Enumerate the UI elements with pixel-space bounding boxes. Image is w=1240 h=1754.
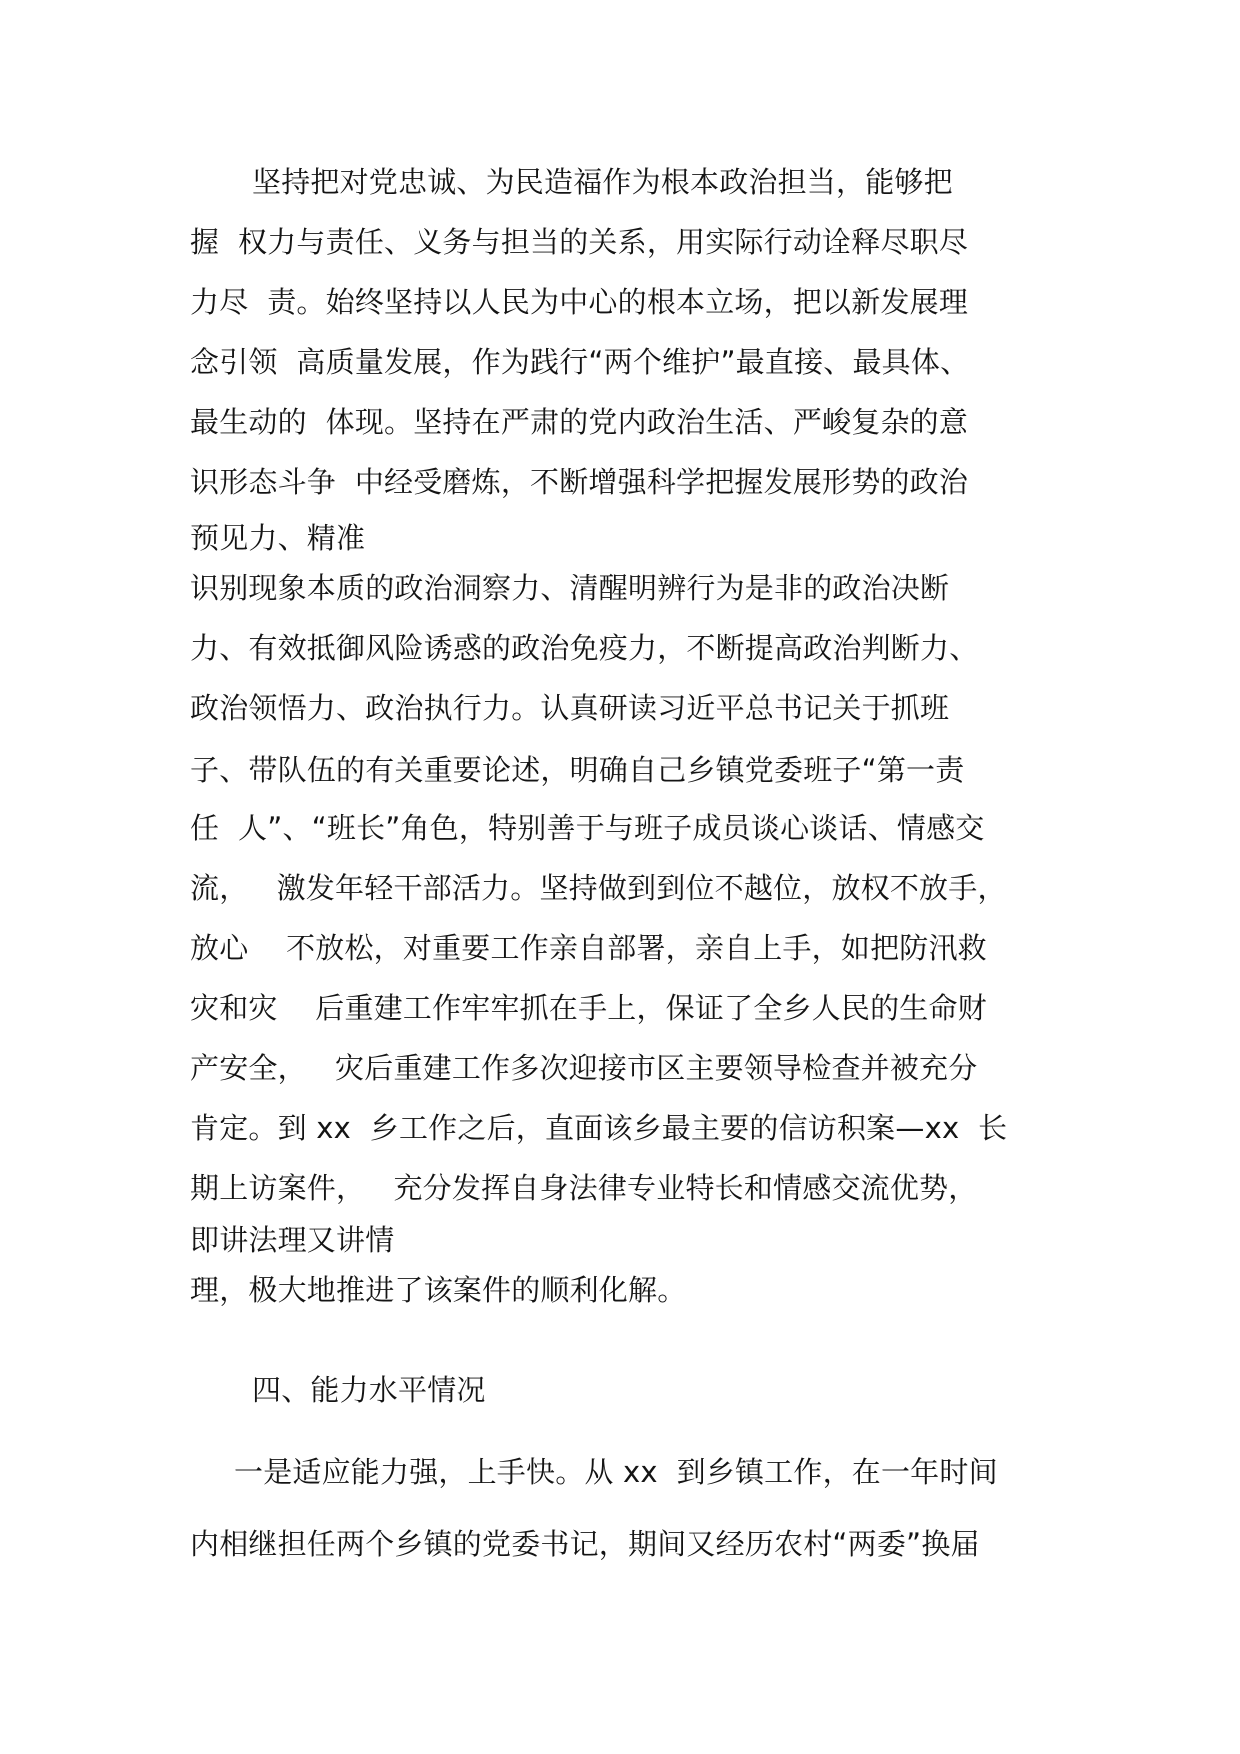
text-line: 预见力、精准 [190,521,366,555]
text-line: 坚持把对党忠诚、为民造福作为根本政治担当，能够把 [252,165,953,199]
text-line: 任 人”、“班长”角色，特别善于与班子成员谈心谈话、情感交 [190,811,985,845]
text-line: 内相继担任两个乡镇的党委书记，期间又经历农村“两委”换届 [190,1527,980,1561]
text-line: 识别现象本质的政治洞察力、清醒明辨行为是非的政治决断 [190,571,950,605]
text-line: 力尽 责。始终坚持以人民为中心的根本立场，把以新发展理 [190,285,969,319]
text-line: 子、带队伍的有关重要论述，明确自己乡镇党委班子“第一责 [190,753,965,787]
text-line: 即讲法理又讲情 [190,1223,395,1257]
text-line: 产安全， 灾后重建工作多次迎接市区主要领导检查并被充分 [190,1051,978,1085]
text-line: 政治领悟力、政治执行力。认真研读习近平总书记关于抓班 [190,691,950,725]
text-line: 最生动的 体现。坚持在严肃的党内政治生活、严峻复杂的意 [190,405,969,439]
text-line: 肯定。到 xx 乡工作之后，直面该乡最主要的信访积案—xx 长 [190,1111,1008,1145]
text-line: 握 权力与责任、义务与担当的关系，用实际行动诠释尽职尽 [190,225,969,259]
text-line: 灾和灾 后重建工作牢牢抓在手上，保证了全乡人民的生命财 [190,991,987,1025]
text-line: 放心 不放松，对重要工作亲自部署，亲自上手，如把防汛救 [190,931,987,965]
text-line: 流， 激发年轻干部活力。坚持做到到位不越位，放权不放手， [190,871,1007,905]
text-line: 识形态斗争 中经受磨炼，不断增强科学把握发展形势的政治 [190,465,969,499]
text-line: 念引领 高质量发展，作为践行“两个维护”最直接、最具体、 [190,345,970,379]
text-line: 一是适应能力强，上手快。从 xx 到乡镇工作，在一年时间 [234,1455,998,1489]
text-line: 力、有效抵御风险诱惑的政治免疫力，不断提高政治判断力、 [190,631,979,665]
text-line: 期上访案件， 充分发挥自身法律专业特长和情感交流优势， [190,1171,978,1205]
text-line: 理，极大地推进了该案件的顺利化解。 [190,1273,687,1307]
section-heading: 四、能力水平情况 [252,1373,486,1407]
